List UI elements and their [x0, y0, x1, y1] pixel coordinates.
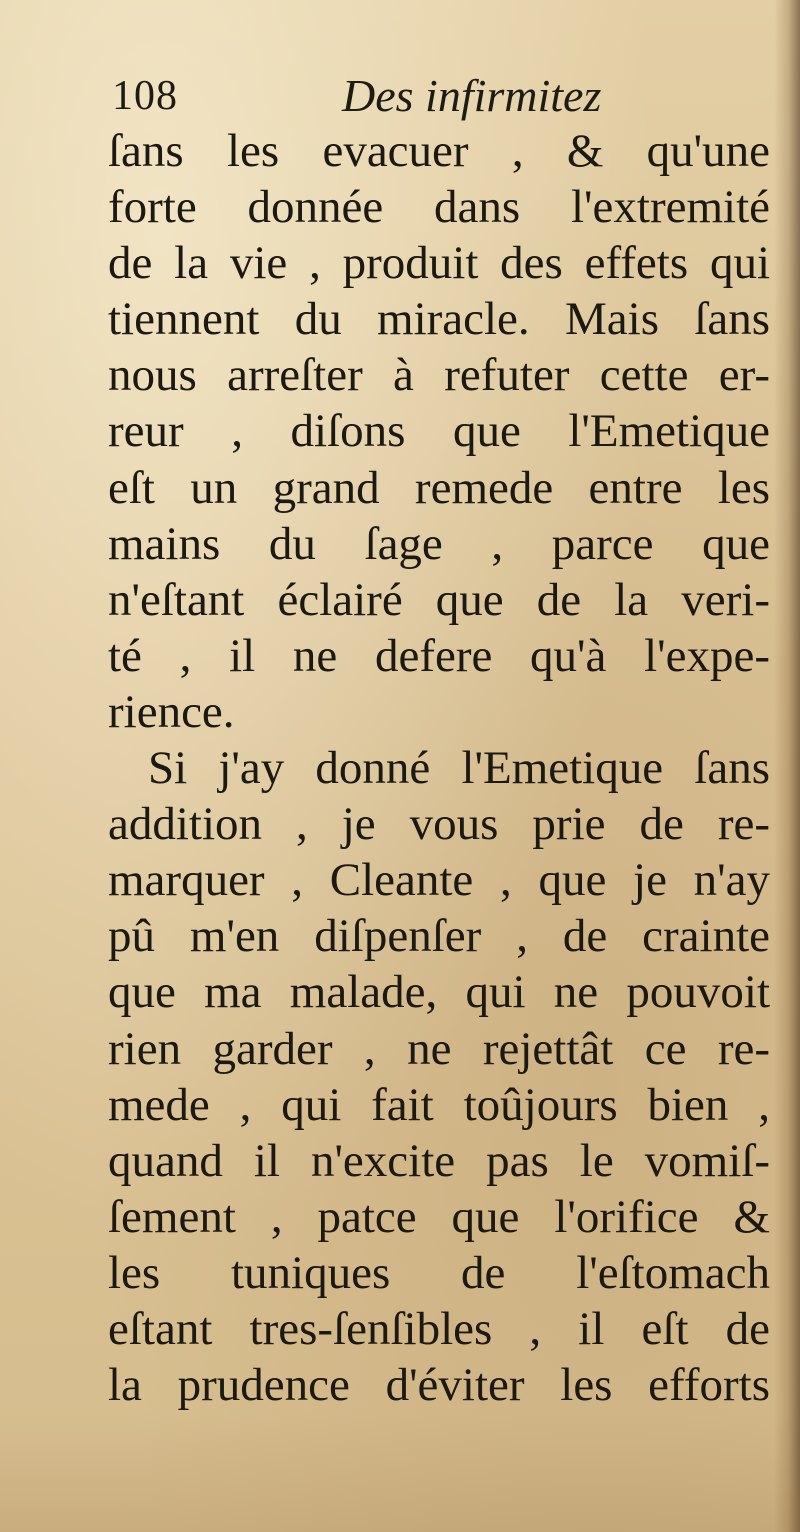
text-line: que ma malade, qui ne pouvoit — [108, 966, 770, 1019]
text-line: rien garder , ne rejettât ce re- — [108, 1022, 770, 1075]
running-head: Des infirmitez — [342, 70, 602, 121]
text-line: marquer , Cleante , que je n'ay — [108, 854, 770, 907]
body-text — [108, 123, 770, 1413]
text-line: addition , je vous prie de re- — [108, 798, 770, 851]
text-line: pû m'en diſpenſer , de crainte — [108, 910, 770, 963]
text-line: reur , diſons que l'Emetique — [108, 405, 770, 458]
text-line: mains du ſage , parce que — [108, 517, 770, 570]
text-line: Si j'ay donné l'Emetique ſans — [148, 742, 770, 795]
text-line: ſans les evacuer , & qu'une — [108, 125, 770, 177]
text-line: té , il ne defere qu'à l'expe- — [108, 629, 770, 682]
page-bottom-shade — [0, 1412, 800, 1532]
text-line: quand il n'excite pas le vomiſ- — [108, 1134, 770, 1187]
page-edge-shadow — [774, 0, 800, 1532]
text-line: mede , qui fait toûjours bien , — [108, 1078, 770, 1131]
text-line: eſt un grand remede entre les — [108, 461, 770, 514]
text-line: n'eſtant éclairé que de la veri- — [108, 573, 770, 626]
text-line: la prudence d'éviter les efforts — [108, 1359, 770, 1412]
text-line: les tuniques de l'eſtomach — [108, 1246, 770, 1299]
text-line: forte donnée dans l'extremité — [108, 181, 770, 234]
text-line: rience. — [108, 685, 235, 738]
text-line: ſement , patce que l'orifice & — [108, 1190, 770, 1243]
page-number: 108 — [112, 73, 178, 119]
text-line: de la vie , produit des effets qui — [108, 237, 770, 290]
text-line: tiennent du miracle. Mais ſans — [108, 293, 770, 346]
text-line: nous arreſter à refuter cette er- — [108, 349, 770, 402]
page-header — [112, 68, 672, 124]
text-line: eſtant tres-ſenſibles , il eſt de — [108, 1302, 770, 1355]
